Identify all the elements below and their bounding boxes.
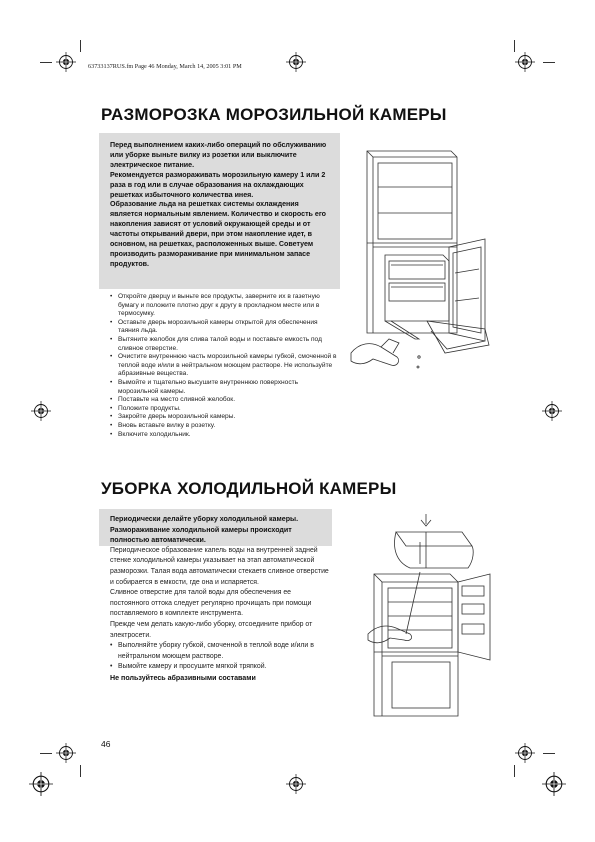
registration-mark-icon [515,52,535,72]
trim-line [543,753,555,754]
intro-paragraph: Образование льда на решетках системы охлаждения является нормальным явлением. Количество и скорость его накопления зависят от условий окружающей среды и от частоты открываний двери, при этом накопление идет, в основном, на решетках, расположенных выше. Советуем производить размораживание при минимальном запасе продуктов. [110,200,327,268]
paragraph: Сливное отверстие для талой воды для обеспечения ее постоянного оттока следует регулярно прочищать при помощи поставляемого в комплекте инструмента. [110,589,312,618]
intro-paragraph: Рекомендуется размораживать морозильную камеру 1 или 2 раза в год или в случае образования на охлаждающих решетках избыточного количества инея. [110,170,326,199]
paragraph: Прежде чем делать какую-либо уборку, отсоедините прибор от электросети. [110,620,313,639]
fridge-cleaning-illustration [362,512,504,720]
registration-mark-icon [515,743,535,763]
list-item: • Вытяните желобок для слива талой воды и поставьте емкость под сливное отверстие. [110,336,338,353]
section-title-freezer-defrost: РАЗМОРОЗКА МОРОЗИЛЬНОЙ КАМЕРЫ [101,105,447,124]
trim-line [40,62,52,63]
intro-paragraph: Перед выполнением каких-либо операций по обслуживанию или уборке выньте вилку из розетки или выключите электрическое питание. [110,141,327,169]
bold-paragraph: Периодически делайте уборку холодильной камеры. [110,515,299,523]
section-title-fridge-cleaning: УБОРКА ХОЛОДИЛЬНОЙ КАМЕРЫ [101,479,397,498]
trim-line [80,765,81,777]
freezer-defrost-illustration [345,143,503,379]
list-item: • Закройте дверь морозильной камеры. [110,413,338,422]
registration-mark-icon [56,52,76,72]
registration-mark-icon [286,774,306,794]
registration-mark-icon [286,52,306,72]
registration-mark-icon [542,401,562,421]
fridge-cleaning-text [110,514,332,684]
bold-paragraph: Размораживание холодильной камеры происходит полностью автоматически. [110,525,292,545]
trim-line [543,62,555,63]
registration-mark-icon [31,401,51,421]
page-number: 46 [101,739,111,749]
trim-line [40,753,52,754]
trim-line [514,40,515,52]
list-item: • Включите холодильник. [110,431,338,440]
freezer-intro-text [110,141,332,270]
registration-mark-icon [542,772,566,796]
list-item: • Положите продукты. [110,405,338,414]
list-item: • Откройте дверцу и выньте все продукты, заверните их в газетную бумагу и положите плотно друг к другу в прохладном месте или в термосумку. [110,293,338,319]
paragraph: Периодическое образование капель воды на внутренней задней стенке холодильной камеры указывает на этап автоматической разморозки. Талая вода автоматически стекаетв сливное отверстие и собирается в емкости, где она и испаряется. [110,546,329,586]
trim-line [80,40,81,52]
print-header: 63733137RUS.fm Page 46 Monday, March 14, 2005 3:01 PM [88,63,242,70]
trim-line [514,765,515,777]
cleaning-bullets [110,641,332,673]
list-item: • Поставьте на место сливной желобок. [110,396,338,405]
list-item: • Вновь вставьте вилку в розетку. [110,422,338,431]
list-item: • Оставьте дверь морозильной камеры открытой для обеспечения таяния льда. [110,319,338,336]
registration-mark-icon [56,743,76,763]
list-item: • Очистите внутреннюю часть морозильной камеры губкой, смоченной в теплой воде и/или в нейтральном моющем растворе. Не используйте абразивные вещества. [110,353,338,379]
list-item: • Вымойте камеру и просушите мягкой тряпкой. [110,662,332,673]
freezer-steps-list [110,293,338,439]
registration-mark-icon [29,772,53,796]
list-item: • Выполняйте уборку губкой, смоченной в теплой воде и/или в нейтральном моющем растворе. [110,641,332,662]
list-item: • Вымойте и тщательно высушите внутреннюю поверхность морозильной камеры. [110,379,338,396]
warning-line: Не пользуйтесь абразивными составами [110,673,256,682]
